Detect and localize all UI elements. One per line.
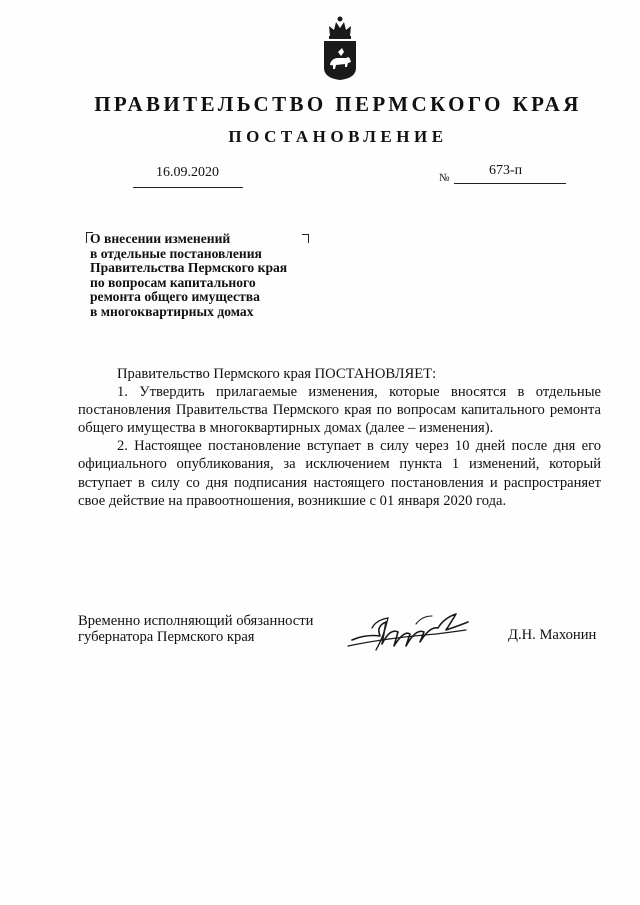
subject-line: О внесении изменений: [90, 231, 231, 246]
handwritten-signature-icon: [346, 606, 470, 656]
subject-line: Правительства Пермского края: [90, 260, 288, 276]
signatory-name: Д.Н. Махонин: [508, 627, 597, 643]
government-title: ПРАВИТЕЛЬСТВО ПЕРМСКОГО КРАЯ: [94, 92, 582, 116]
number-sign: №: [439, 172, 450, 184]
subject-bracket-right: [302, 234, 309, 243]
subject-line: по вопросам капитального: [90, 274, 256, 290]
position-line: Временно исполняющий обязанности: [78, 613, 314, 629]
document-body: [78, 365, 601, 510]
document-number: 673-п: [489, 163, 523, 178]
body-paragraph: 1. Утвердить прилагаемые изменения, которые вносятся в отдельные постановления Правительства Пермского края по вопросам капитального ремонта общего имущества в многоквартирных домах (далее – изменения).: [78, 384, 601, 437]
subject-line: ремонта общего имущества: [90, 289, 260, 305]
signatory-position: [78, 613, 313, 645]
position-line: губернатора Пермского края: [78, 629, 255, 645]
body-paragraph: 2. Настоящее постановление вступает в силу через 10 дней после дня его официального опубликования, за исключением пункта 1 изменений, который вступает в силу со дня подписания настоящего постановления и распространяет свое действие на правоотношения, возникшие с 01 января 2020 года.: [78, 438, 601, 509]
document-type: ПОСТАНОВЛЕНИЕ: [228, 127, 448, 146]
document-date: 16.09.2020: [156, 165, 219, 180]
document-subject: [90, 232, 287, 320]
subject-line: в многоквартирных домах: [90, 303, 254, 319]
body-paragraph: Правительство Пермского края ПОСТАНОВЛЯЕТ:: [117, 366, 437, 382]
subject-line: в отдельные постановления: [90, 245, 262, 261]
perm-krai-coat-of-arms-icon: [320, 14, 360, 82]
